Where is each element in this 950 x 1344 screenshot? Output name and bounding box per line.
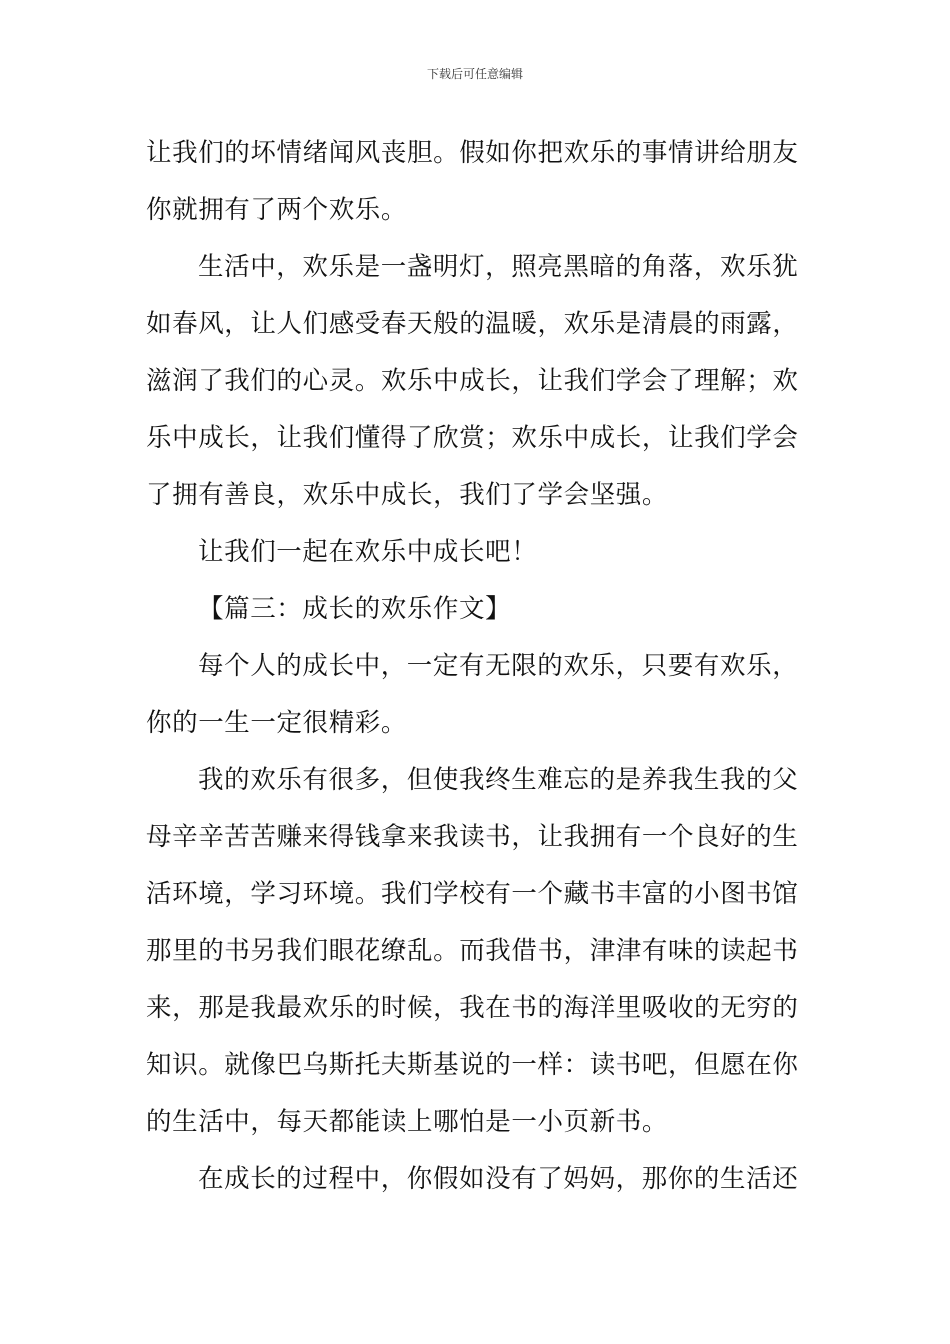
- text-line: 母辛辛苦苦赚来得钱拿来我读书，让我拥有一个良好的生: [146, 822, 799, 852]
- text-line: 了拥有善良，欢乐中成长，我们了学会坚强。: [146, 480, 669, 510]
- text-line: 知识。就像巴乌斯托夫斯基说的一样：读书吧，但愿在你: [146, 1050, 799, 1080]
- text-line: 让我们的坏情绪闻风丧胆。假如你把欢乐的事情讲给朋友: [146, 138, 799, 168]
- text-line: 每个人的成长中，一定有无限的欢乐，只要有欢乐，: [198, 651, 799, 681]
- text-line: 我的欢乐有很多，但使我终生难忘的是养我生我的父: [198, 765, 799, 795]
- text-line: 活环境，学习环境。我们学校有一个藏书丰富的小图书馆: [146, 879, 799, 909]
- document-body: [146, 125, 806, 1208]
- text-line: 那里的书另我们眼花缭乱。而我借书，津津有味的读起书: [146, 936, 799, 966]
- text-line: 滋润了我们的心灵。欢乐中成长，让我们学会了理解；欢: [146, 366, 799, 396]
- text-line: 生活中，欢乐是一盏明灯，照亮黑暗的角落，欢乐犹: [198, 252, 799, 282]
- text-line: 如春风，让人们感受春天般的温暖，欢乐是清晨的雨露，: [146, 309, 799, 339]
- text-line: 的生活中，每天都能读上哪怕是一小页新书。: [146, 1107, 669, 1137]
- text-line: 在成长的过程中，你假如没有了妈妈，那你的生活还: [198, 1164, 799, 1194]
- text-line: 让我们一起在欢乐中成长吧！: [198, 537, 538, 567]
- text-line: 来，那是我最欢乐的时候，我在书的海洋里吸收的无穷的: [146, 993, 799, 1023]
- section-heading: 【篇三：成长的欢乐作文】: [198, 594, 512, 624]
- text-line: 你的一生一定很精彩。: [146, 708, 408, 738]
- text-line: 乐中成长，让我们懂得了欣赏；欢乐中成长，让我们学会: [146, 423, 799, 453]
- text-line: 你就拥有了两个欢乐。: [146, 195, 408, 225]
- page-header: 下载后可任意编辑: [426, 67, 523, 81]
